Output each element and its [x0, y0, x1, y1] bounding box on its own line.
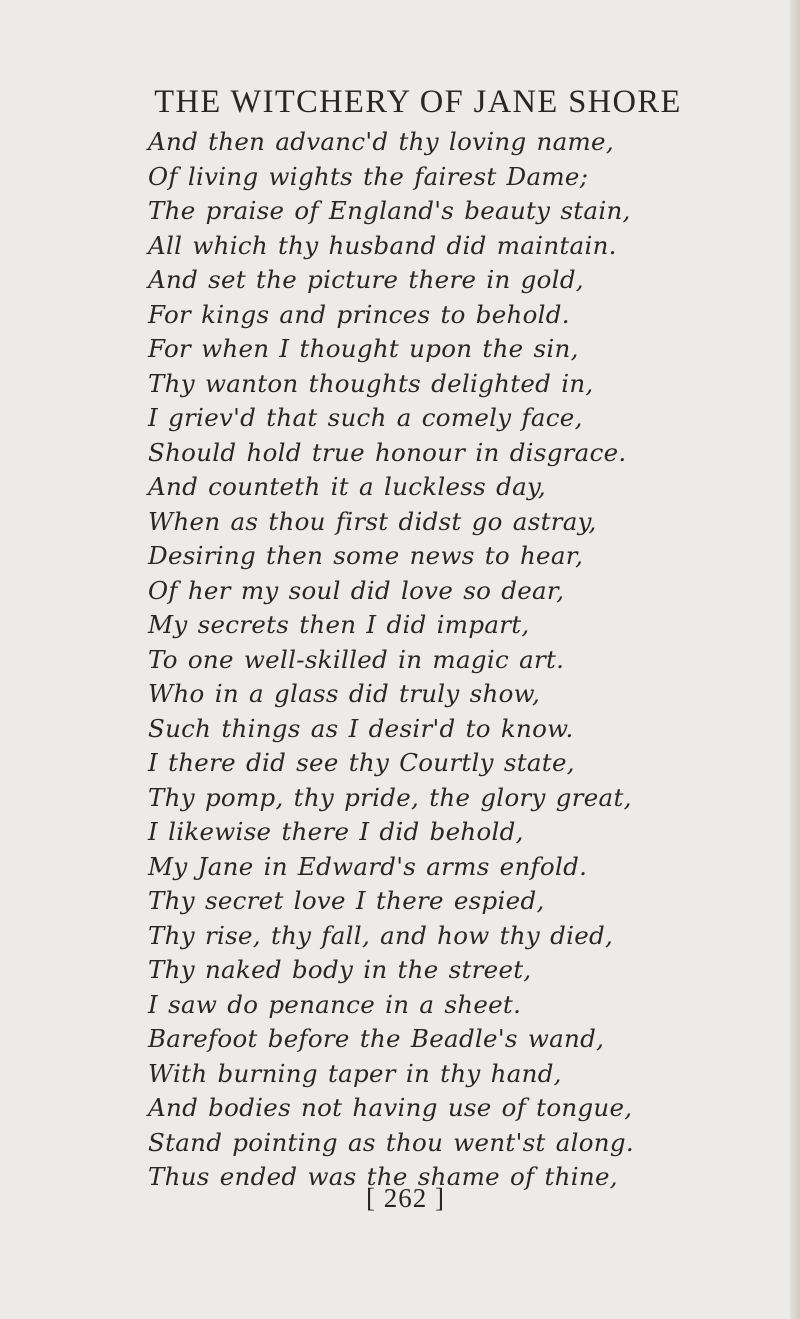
verse-line: The praise of England's beauty stain, — [148, 196, 631, 225]
verse-line: Thy secret love I there espied, — [148, 886, 545, 915]
verse-line: For when I thought upon the sin, — [148, 334, 579, 363]
verse-line: With burning taper in thy hand, — [148, 1058, 562, 1088]
verse-line: Desiring then some news to hear, — [148, 541, 584, 570]
verse-line: Who in a glass did truly show, — [148, 679, 541, 708]
verse-line: And bodies not having use of tongue, — [148, 1093, 633, 1122]
verse-line: Thus ended was the shame of thine, — [148, 1162, 618, 1191]
verse-line: All which thy husband did maintain. — [148, 230, 617, 260]
verse-line: And counteth it a luckless day, — [148, 472, 547, 501]
verse-line: I griev'd that such a comely face, — [148, 403, 583, 432]
verse-line: Thy rise, thy fall, and how thy died, — [148, 920, 614, 950]
page-number: [ 262 ] — [366, 1183, 445, 1213]
verse-line: My Jane in Edward's arms enfold. — [148, 851, 588, 881]
verse-line: Thy wanton thoughts delighted in, — [148, 368, 594, 398]
verse-line: For kings and princes to behold. — [148, 299, 570, 329]
verse-line: My secrets then I did impart, — [148, 610, 530, 639]
verse-line: Should hold true honour in disgrace. — [148, 437, 627, 467]
verse-line: Stand pointing as thou went'st along. — [148, 1127, 634, 1157]
poem-text — [148, 125, 634, 1195]
verse-line: Such things as I desir'd to know. — [148, 713, 574, 743]
verse-line: Thy naked body in the street, — [148, 955, 532, 984]
verse-line: To one well-skilled in magic art. — [148, 644, 565, 674]
page-edge — [790, 0, 800, 1319]
running-head: THE WITCHERY OF JANE SHORE — [154, 84, 682, 120]
verse-line: Barefoot before the Beadle's wand, — [148, 1024, 605, 1053]
verse-line: I likewise there I did behold, — [148, 817, 524, 846]
verse-line: Of her my soul did love so dear, — [148, 575, 565, 605]
verse-line: Of living wights the fairest Dame; — [148, 161, 589, 191]
verse-line: And then advanc'd thy loving name, — [148, 127, 614, 156]
verse-line: Thy pomp, thy pride, the glory great, — [148, 782, 632, 812]
verse-line: I saw do penance in a sheet. — [148, 989, 522, 1019]
verse-line: I there did see thy Courtly state, — [148, 748, 575, 777]
verse-line: When as thou first didst go astray, — [148, 506, 597, 536]
verse-line: And set the picture there in gold, — [148, 265, 584, 294]
